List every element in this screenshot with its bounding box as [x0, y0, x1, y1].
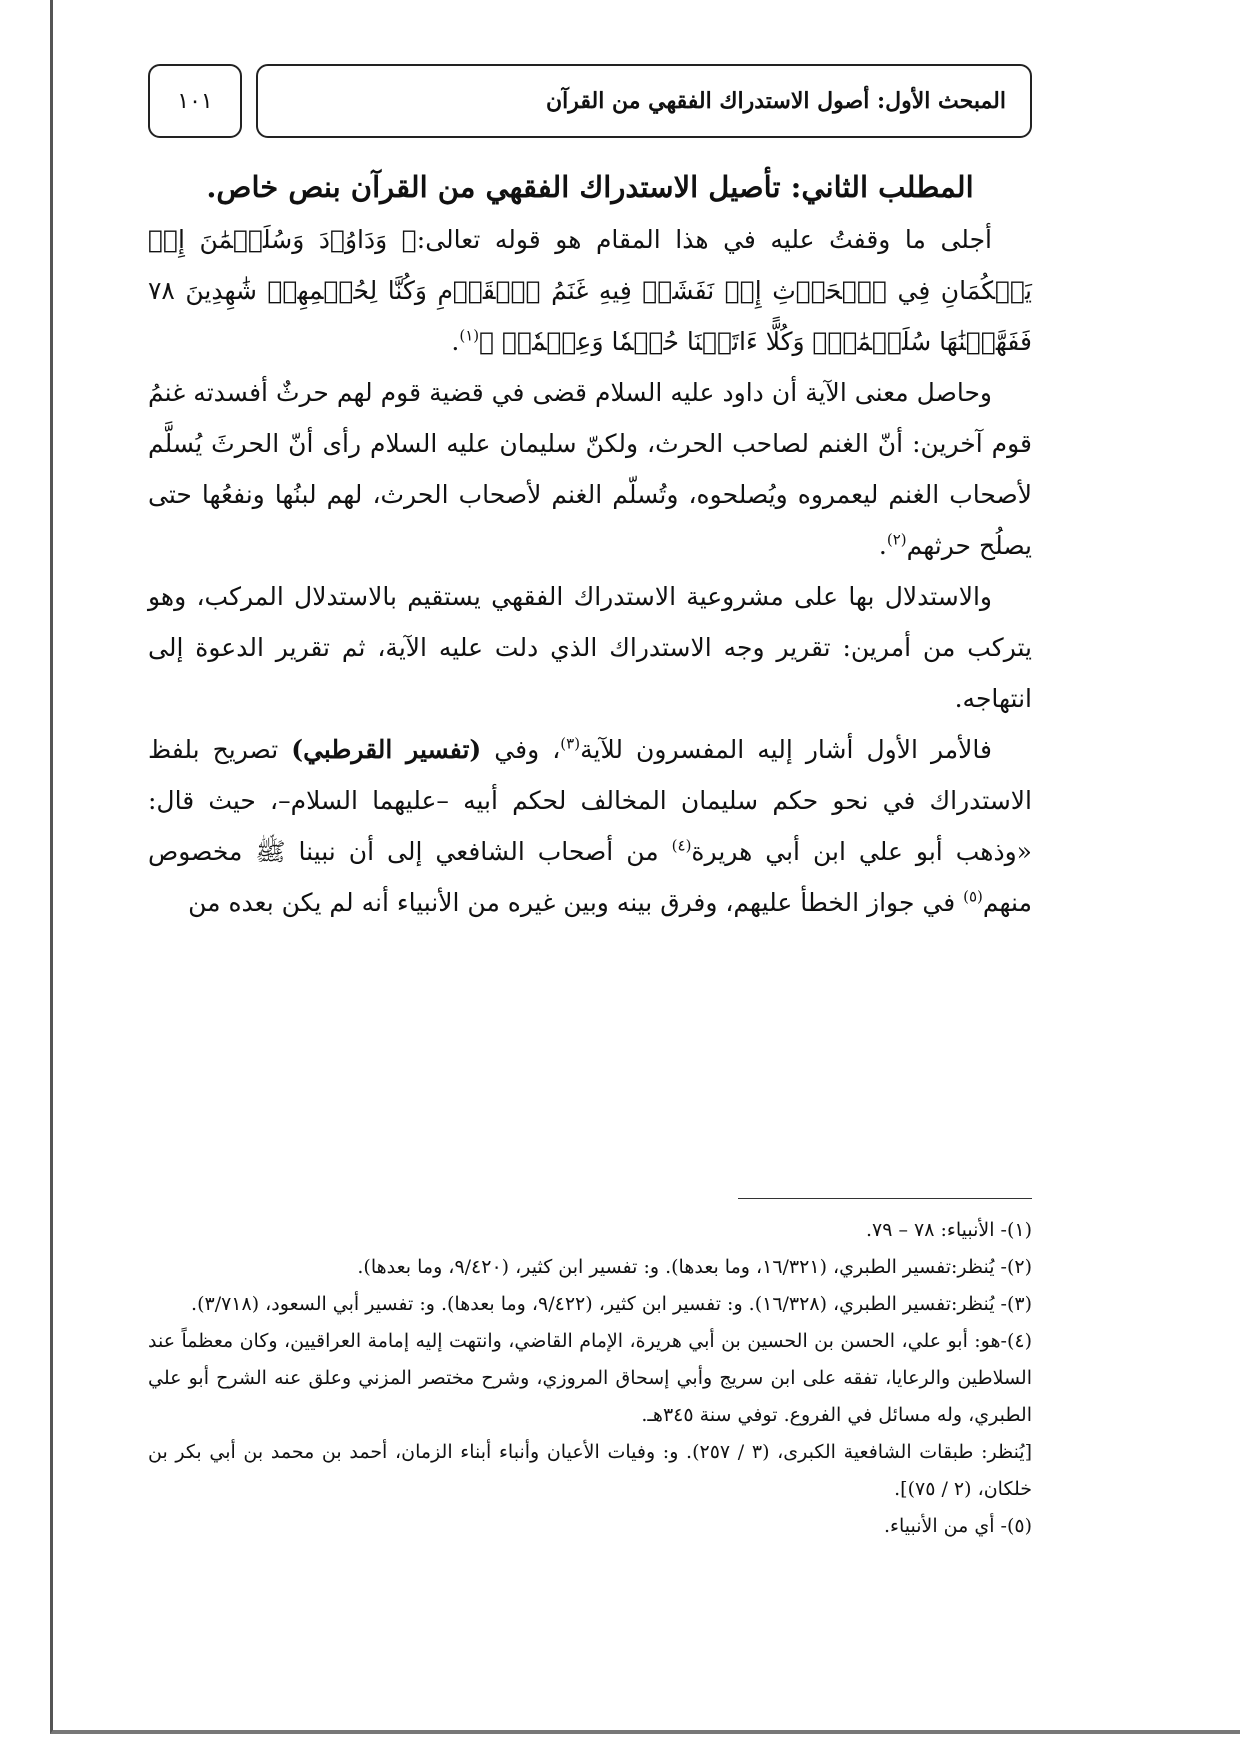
footnote-ref-3: (٣)	[560, 734, 581, 753]
page-number: ١٠١	[177, 88, 213, 114]
footnotes	[148, 1212, 1032, 1545]
footnote-4-sources: [يُنظر: طبقات الشافعية الكبرى، (٣ / ٢٥٧). و: وفيات الأعيان وأنباء أبناء الزمان، أحمد بن محمد بن أبي بكر بن خلكان، (٢ / ٧٥)].	[148, 1441, 1033, 1500]
footnote-ref-1: (١)	[459, 326, 480, 345]
verse-end: .	[451, 327, 460, 356]
qurtubi-book-title: (تفسير القرطبي)	[291, 735, 482, 764]
qurtubi-text-a: فالأمر الأول أشار إليه المفسرون للآية	[580, 735, 992, 764]
meaning-text: وحاصل معنى الآية أن داود عليه السلام قضى في قضية قوم لهم حرثٌ أفسدته غنمُ قوم آخرين: أنّ الغنم لصاحب الحرث، ولكنّ سليمان عليه السلام رأى أنّ الحرثَ يُسلَّم لأصحاب الغنم ليعمروه ويُصلحوه، وتُسلّم الغنم لأصحاب الحرث، لهم لبنُها ونفعُها حتى يصلُح حرثهم	[148, 378, 1032, 560]
quran-verse: ﴿ وَدَاوُۥدَ وَسُلَيۡمَٰنَ إِذۡ يَحۡكُمَانِ فِي ٱلۡحَرۡثِ إِذۡ نَفَشَتۡ فِيهِ غَنَمُ ٱلۡقَوۡمِ وَكُنَّا لِحُكۡمِهِمۡ شَٰهِدِينَ ٧٨ فَفَهَّمۡنَٰهَا سُلَيۡمَٰنَۚ وَكُلًّا ءَاتَيۡنَا حُكۡمٗا وَعِلۡمٗاۚ ﴾	[148, 225, 1032, 356]
paragraph-meaning	[148, 367, 1032, 571]
paragraph-qurtubi	[148, 724, 1032, 928]
main-text	[148, 158, 1032, 928]
running-header-title	[256, 64, 1032, 138]
footnote-ref-2: (٢)	[886, 530, 907, 549]
footnote-1: (١)- الأنبياء: ٧٨ – ٧٩.	[865, 1219, 1032, 1241]
page-number-box	[148, 64, 242, 138]
footnote-2: (٢)- يُنظر:تفسير الطبري، (١٦/٣٢١، وما بعدها). و: تفسير ابن كثير، (٩/٤٢٠، وما بعدها).	[357, 1256, 1032, 1278]
paragraph-verse	[148, 214, 1032, 367]
qurtubi-text-e: في جواز الخطأ عليهم، وفرق بينه وبين غيره من الأنبياء أنه لم يكن بعده من	[188, 888, 964, 917]
footnote-ref-4: (٤)	[671, 836, 692, 855]
verse-intro: أجلى ما وقفتُ عليه في هذا المقام هو قوله تعالى:	[416, 225, 992, 254]
footnote-5: (٥)- أي من الأنبياء.	[883, 1515, 1032, 1537]
paragraph-inference: والاستدلال بها على مشروعية الاستدراك الفقهي يستقيم بالاستدلال المركب، وهو يتركب من أمرين: تقرير وجه الاستدراك الذي دلت عليه الآية، ثم تقرير الدعوة إلى انتهاجه.	[148, 582, 1032, 713]
qurtubi-text-d: من أصحاب الشافعي إلى أن نبينا ﷺ مخصوص منهم	[148, 837, 1032, 917]
footnote-ref-5: (٥)	[963, 887, 983, 906]
qurtubi-text-b: ، وفي	[481, 735, 561, 764]
meaning-end: .	[878, 531, 887, 560]
footnote-divider	[738, 1198, 1032, 1199]
footnote-3: (٣)- يُنظر:تفسير الطبري، (١٦/٣٢٨). و: تفسير ابن كثير، (٩/٤٢٢، وما بعدها). و: تفسير أبي السعود، (٣/٧١٨).	[191, 1293, 1032, 1315]
header-title-text: المبحث الأول: أصول الاستدراك الفقهي من القرآن	[545, 88, 1006, 114]
qurtubi-text-c: تصريح بلفظ الاستدراك في نحو حكم سليمان المخالف لحكم أبيه –عليهما السلام–، حيث قال: «وذهب أبو علي ابن أبي هريرة	[148, 735, 1032, 866]
section-heading: المطلب الثاني: تأصيل الاستدراك الفقهي من القرآن بنص خاص.	[206, 170, 974, 204]
footnote-4: (٤)-هو: أبو علي، الحسن بن الحسين بن أبي هريرة، الإمام القاضي، وانتهت إليه إمامة العراقيين، وكان معظماً عند السلاطين والرعايا، تفقه على ابن سريج وأبي إسحاق المروزي، وشرح مختصر المزني وعلق عنه الشرح أبو علي الطبري، وله مسائل في الفروع. توفي سنة ٣٤٥هـ.	[148, 1330, 1032, 1426]
